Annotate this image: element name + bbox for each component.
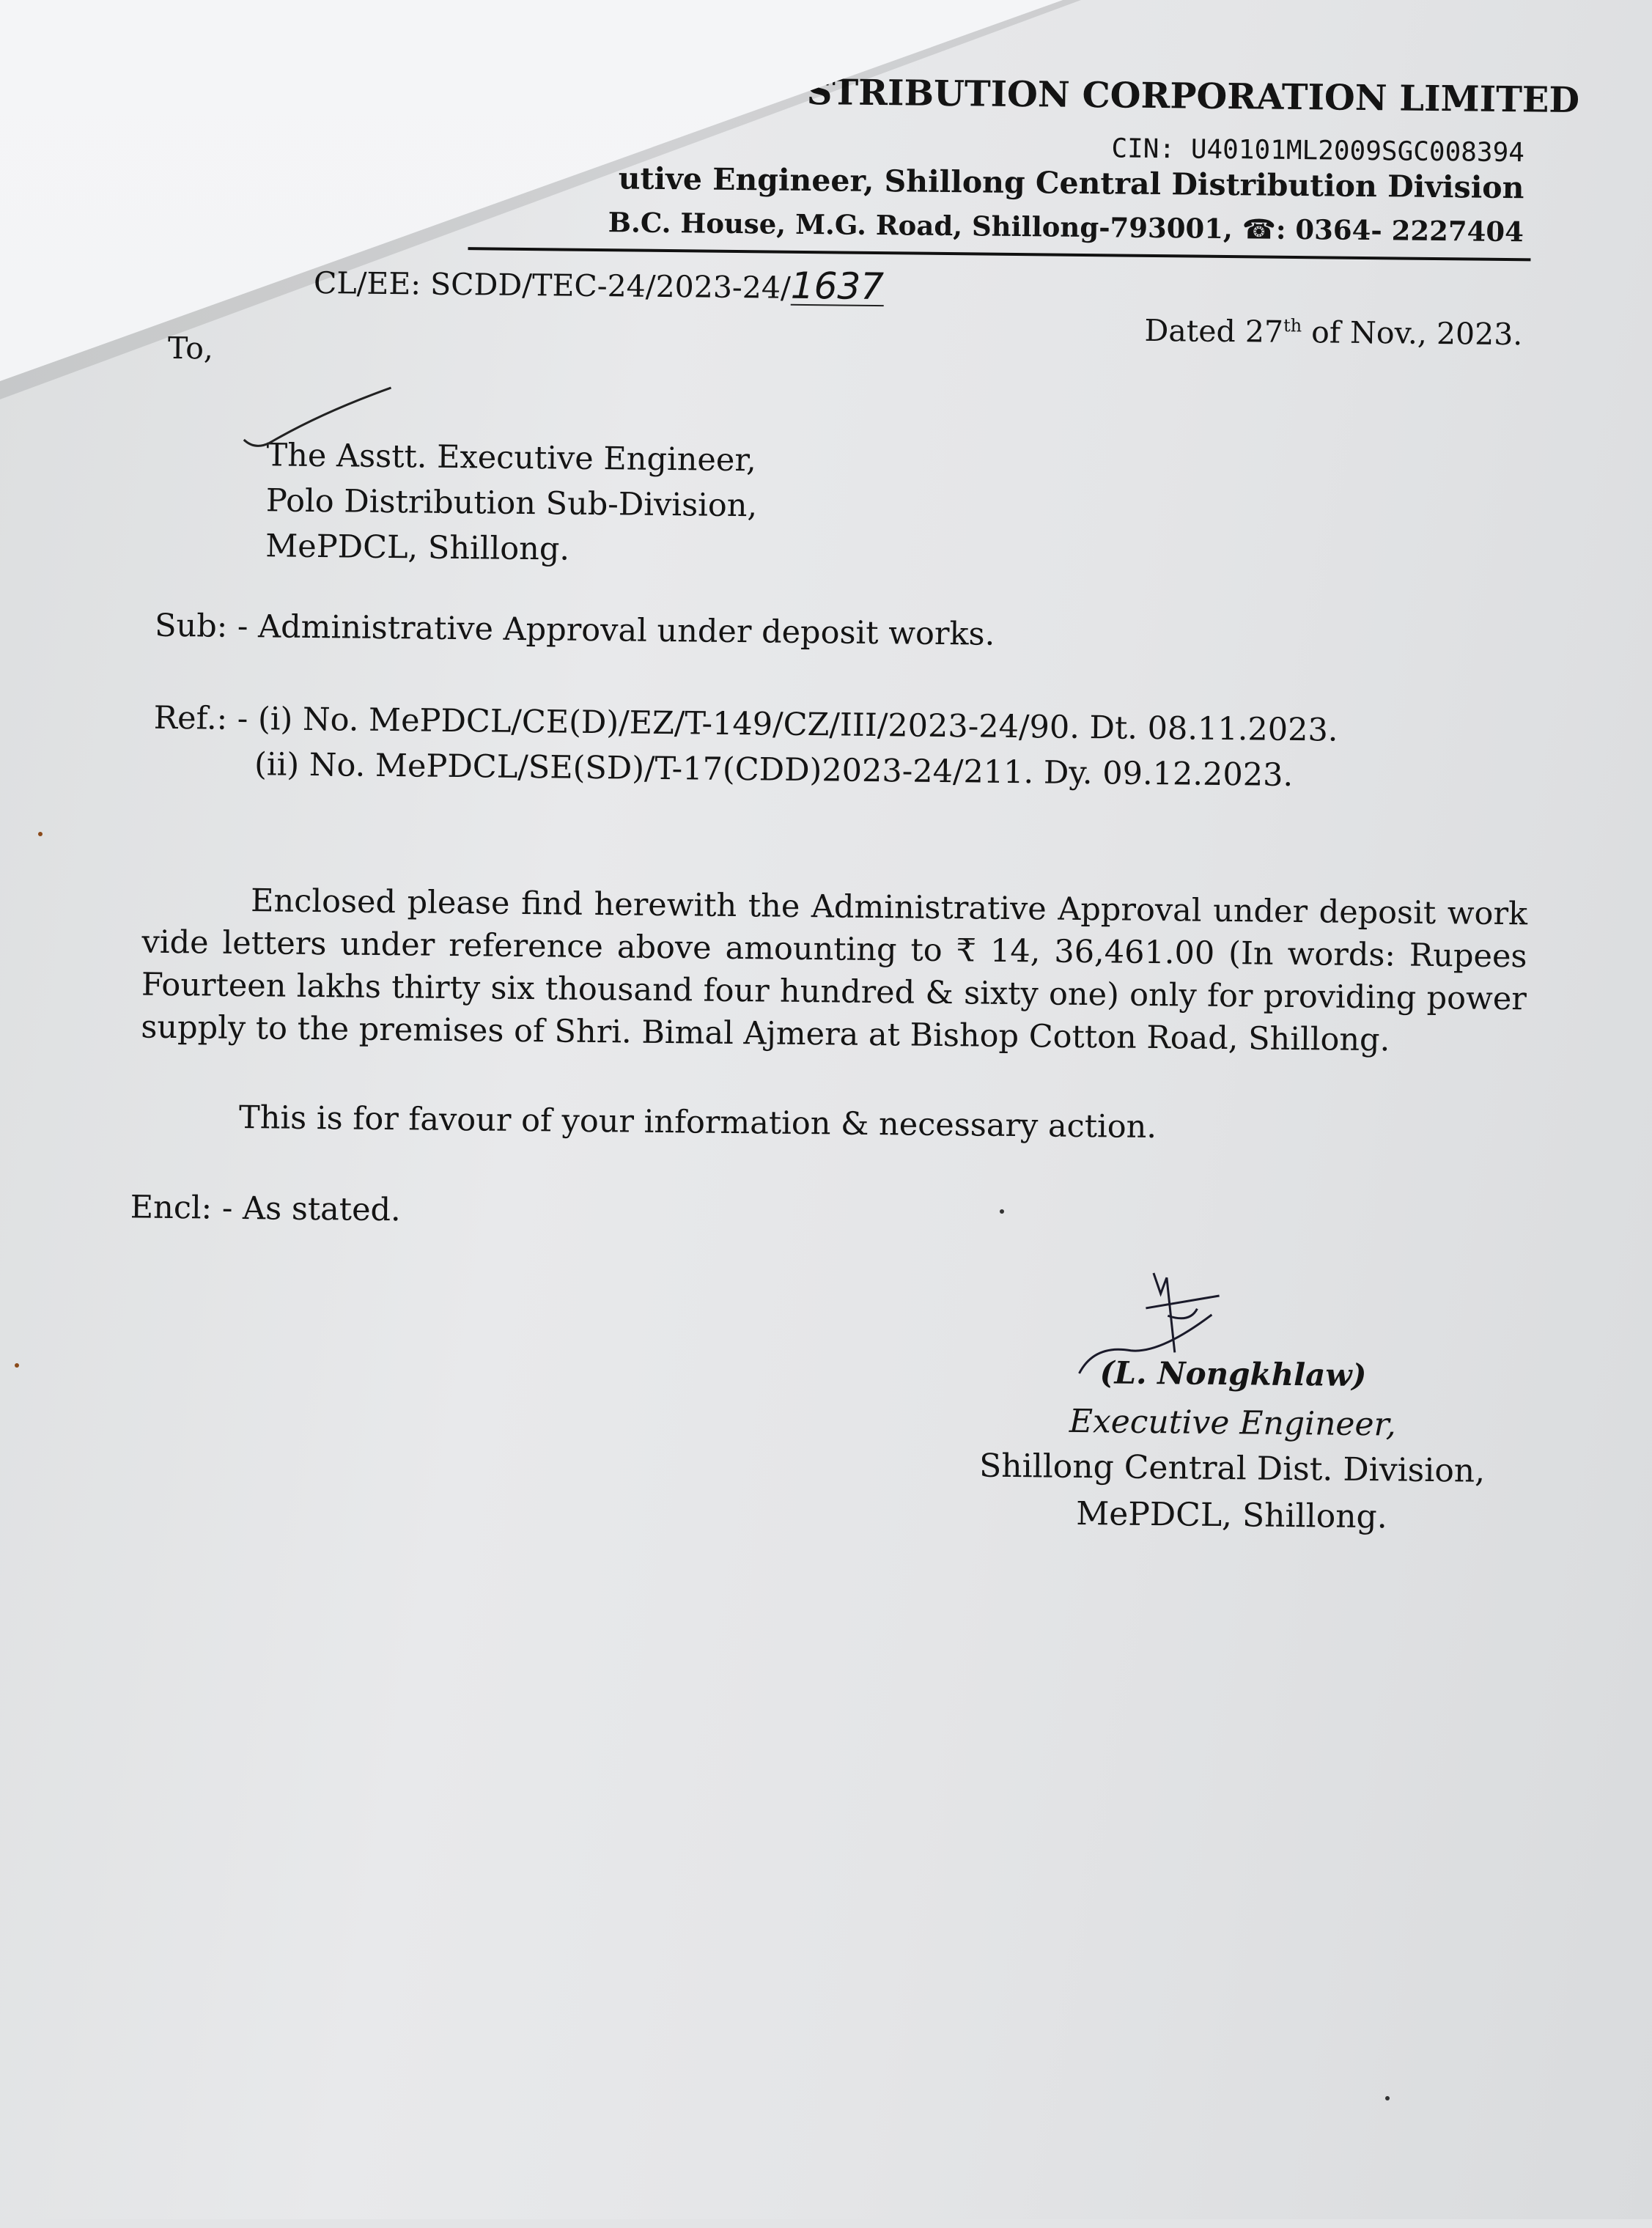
letter-reference-number <box>313 262 885 309</box>
office-name: utive Engineer, Shillong Central Distribution Division <box>618 161 1524 206</box>
reference-line-1: Ref.: - (i) No. MePDCL/CE(D)/EZ/T-149/CZ/III/2023-24/90. Dt. 08.11.2023. <box>153 699 1338 749</box>
signatory-name: (L. Nongkhlaw) <box>1099 1354 1367 1394</box>
paper-speck <box>1385 2096 1390 2100</box>
company-name: STRIBUTION CORPORATION LIMITED <box>806 72 1580 122</box>
office-address <box>512 205 1524 248</box>
telephone-icon: ☎ <box>1242 213 1277 246</box>
paper-speck <box>1000 1209 1004 1214</box>
handwritten-signature <box>1050 1264 1271 1390</box>
signatory-designation: Executive Engineer, <box>1069 1402 1396 1444</box>
body-text: Enclosed please find herewith the Administrative Approval under deposit work vide letters under reference above amounting to ₹ 14, 36,461.00 (In words: Rupees Fourteen lakhs thirty six thousand four hundred & sixty one) only for providing power supply to the premises of Shri. Bimal Ajmera at Bishop Cotton Road, Shillong. <box>141 882 1528 1059</box>
reference-line-2: (ii) No. MePDCL/SE(SD)/T-17(CDD)2023-24/211. Dy. 09.12.2023. <box>254 746 1294 794</box>
body-paragraph <box>141 879 1527 1063</box>
recipient-line: The Asstt. Executive Engineer, <box>266 437 757 479</box>
reference-text: CL/EE: SCDD/TEC-24/2023-24/ <box>313 265 792 306</box>
signatory-organisation: MePDCL, Shillong. <box>1075 1494 1387 1536</box>
letter-date <box>1083 312 1522 352</box>
enclosure-line: Encl: - As stated. <box>130 1189 402 1229</box>
handwritten-number: 1637 <box>790 264 885 309</box>
date-rest: of Nov., 2023. <box>1301 314 1523 353</box>
paper-speck <box>15 1363 19 1368</box>
action-line: This is for favour of your information & necessary action. <box>238 1099 1157 1146</box>
address-text: B.C. House, M.G. Road, Shillong-793001, <box>608 206 1234 246</box>
paragraph-indent <box>142 910 251 912</box>
cin-number: CIN: U40101ML2009SGC008394 <box>1111 133 1525 169</box>
phone-number: : 0364- 2227404 <box>1275 213 1524 248</box>
header-divider <box>468 247 1530 261</box>
paper-speck <box>38 832 43 836</box>
date-prefix: Dated 27 <box>1144 312 1284 350</box>
subject-line: Sub: - Administrative Approval under deposit works. <box>154 607 995 653</box>
salutation-to: To, <box>167 330 214 366</box>
date-ordinal: th <box>1283 315 1302 336</box>
recipient-line: Polo Distribution Sub-Division, <box>265 482 758 525</box>
signatory-division: Shillong Central Dist. Division, <box>978 1447 1486 1490</box>
handwritten-tick-mark <box>240 383 394 465</box>
references <box>153 696 1338 799</box>
recipient-line: MePDCL, Shillong. <box>265 528 570 568</box>
